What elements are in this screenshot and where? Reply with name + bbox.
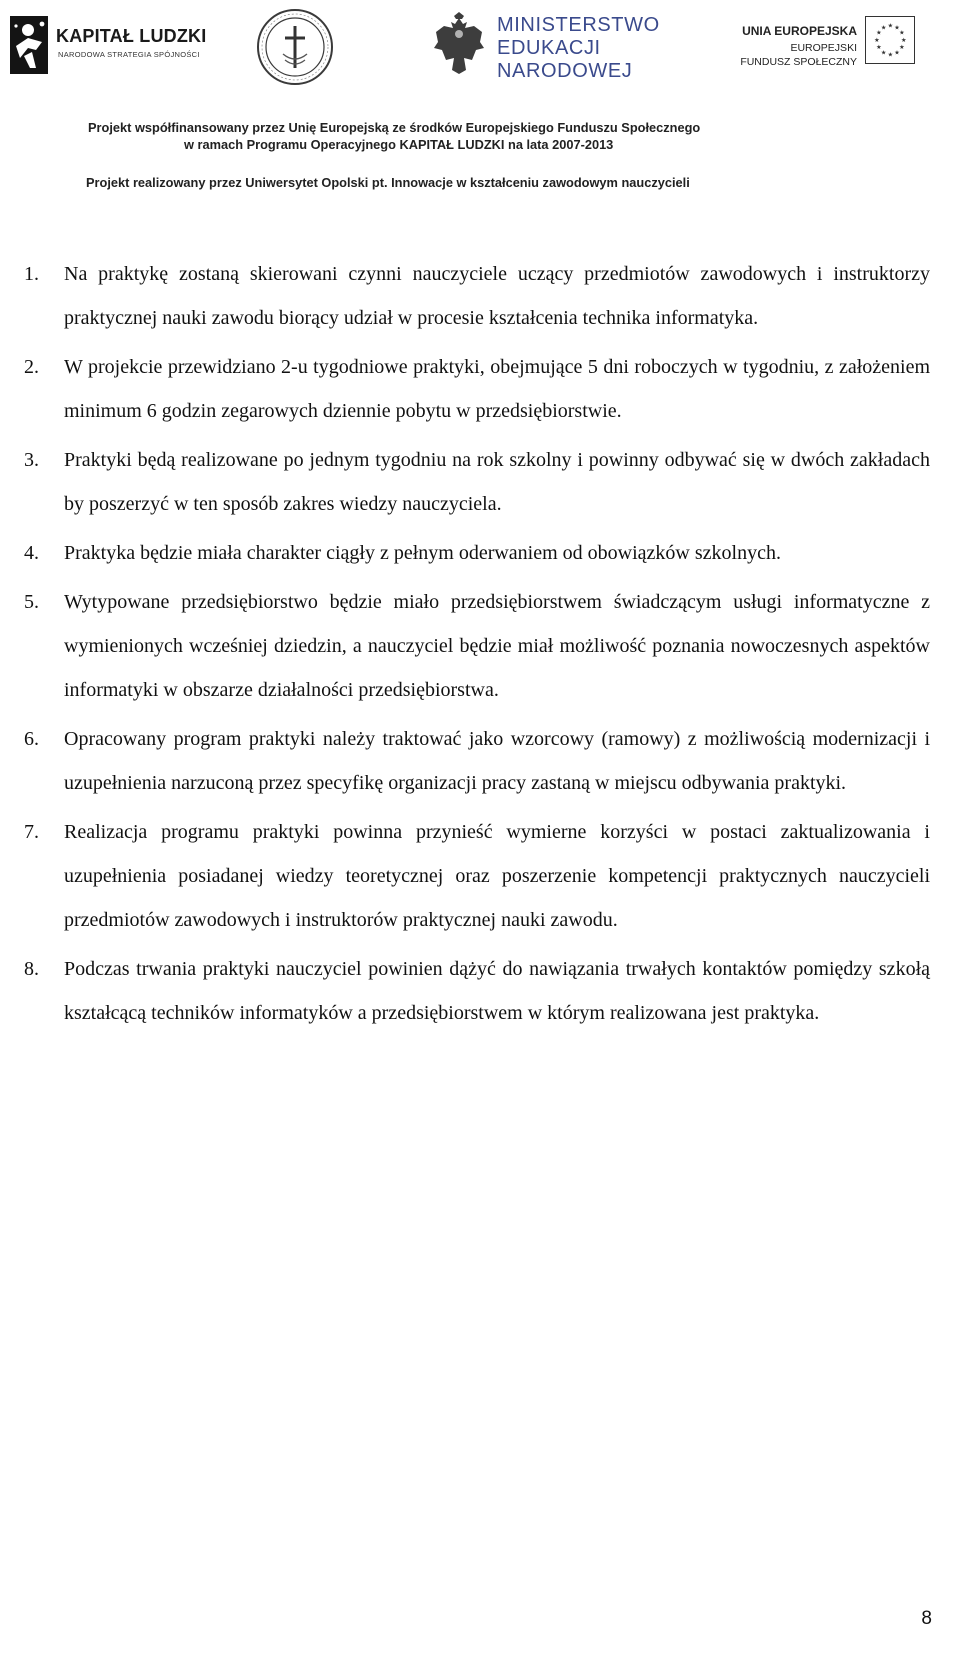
ministry-line-1: MINISTERSTWO: [497, 14, 660, 36]
university-seal-logo: [255, 4, 335, 84]
item-text: W projekcie przewidziano 2-u tygodniowe praktyki, obejmujące 5 dni roboczych w tygodniu, z założeniem minimum 6 godzin zegarowych dziennie pobytu w przedsiębiorstwie.: [64, 356, 930, 422]
item-number: 7.: [24, 821, 39, 843]
kapital-ludzki-logo: [6, 8, 206, 88]
item-number: 5.: [24, 591, 39, 613]
svg-text:★: ★: [874, 36, 880, 44]
item-text: Podczas trwania praktyki nauczyciel powinien dążyć do nawiązania trwałych kontaktów pomiędzy szkołą kształcącą techników informatyków a przedsiębiorstwem w którym realizowana jest praktyka.: [64, 958, 930, 1024]
eu-line-1: EUROPEJSKI: [790, 42, 857, 54]
ministry-logo: [430, 8, 660, 88]
item-text: Praktyki będą realizowane po jednym tygodniu na rok szkolny i powinny odbywać się w dwóch zakładach by poszerzyć w ten sposób zakres wiedzy nauczyciela.: [64, 449, 930, 515]
svg-text:★: ★: [876, 29, 882, 37]
svg-text:★: ★: [894, 24, 900, 32]
kapital-ludzki-icon: [6, 12, 52, 78]
svg-text:★: ★: [901, 36, 907, 44]
banner-line-1: Projekt współfinansowany przez Unię Europejską ze środków Europejskiego Funduszu Społecznego: [88, 120, 701, 135]
eu-title: UNIA EUROPEJSKA: [742, 24, 857, 38]
svg-text:★: ★: [894, 49, 900, 57]
page-number: 8: [921, 1608, 932, 1629]
numbered-list: [24, 252, 930, 1040]
list-item: [24, 438, 930, 526]
item-text: Opracowany program praktyki należy traktować jako wzorcowy (ramowy) z możliwością modernizacji i uzupełnienia narzuconą przez specyfikę organizacji pracy zastaną w miejscu odbywania praktyki.: [64, 728, 930, 794]
list-item: [24, 947, 930, 1035]
eu-logo: [705, 8, 915, 88]
list-item: [24, 345, 930, 433]
item-text: Wytypowane przedsiębiorstwo będzie miało przedsiębiorstwem świadczącym usługi informatyczne z wymienionych wcześniej dziedzin, a nauczyciel będzie miał możliwość poznania nowoczesnych aspektów informatyki w obszarze działalności przedsiębiorstwa.: [64, 591, 930, 701]
list-item: [24, 717, 930, 805]
item-text: Na praktykę zostaną skierowani czynni nauczyciele uczący przedmiotów zawodowych i instruktorzy praktycznej nauki zawodu biorący udział w procesie kształcenia technika informatyka.: [64, 263, 930, 329]
eagle-icon: [430, 12, 488, 80]
item-number: 2.: [24, 356, 39, 378]
svg-text:★: ★: [876, 44, 882, 52]
item-number: 3.: [24, 449, 39, 471]
list-item: [24, 531, 930, 575]
svg-text:★: ★: [880, 49, 887, 57]
eu-flag-icon: [865, 16, 915, 64]
item-number: 6.: [24, 728, 39, 750]
item-number: 4.: [24, 542, 39, 564]
kapital-ludzki-title: KAPITAŁ LUDZKI: [56, 26, 207, 46]
svg-text:★: ★: [899, 29, 905, 37]
item-text: Praktyka będzie miała charakter ciągły z pełnym oderwaniem od obowiązków szkolnych.: [64, 542, 781, 564]
eu-line-2: FUNDUSZ SPOŁECZNY: [740, 56, 857, 68]
university-seal-icon: [255, 4, 335, 90]
ministry-line-2: EDUKACJI: [497, 37, 601, 59]
list-item: [24, 252, 930, 340]
item-number: 8.: [24, 958, 39, 980]
svg-text:★: ★: [887, 22, 894, 30]
kapital-ludzki-subtitle: NARODOWA STRATEGIA SPÓJNOŚCI: [58, 50, 200, 59]
svg-text:★: ★: [880, 24, 887, 32]
ministry-line-3: NARODOWEJ: [497, 60, 633, 82]
item-text: Realizacja programu praktyki powinna przynieść wymierne korzyści w postaci zaktualizowania i uzupełnienia posiadanej wiedzy teoretycznej oraz poszerzenie kompetencji praktycznych nauczycieli przedmiotów zawodowych i instruktorów praktycznej nauki zawodu.: [64, 821, 930, 931]
item-number: 1.: [24, 263, 39, 285]
list-item: [24, 580, 930, 712]
banner-line-2: w ramach Programu Operacyjnego KAPITAŁ LUDZKI na lata 2007-2013: [184, 137, 614, 152]
list-item: [24, 810, 930, 942]
svg-text:★: ★: [899, 44, 905, 52]
logo-bar: [0, 0, 960, 110]
banner-line-3: Projekt realizowany przez Uniwersytet Opolski pt. Innowacje w kształceniu zawodowym nauczycieli: [86, 175, 690, 190]
svg-text:★: ★: [887, 51, 894, 59]
